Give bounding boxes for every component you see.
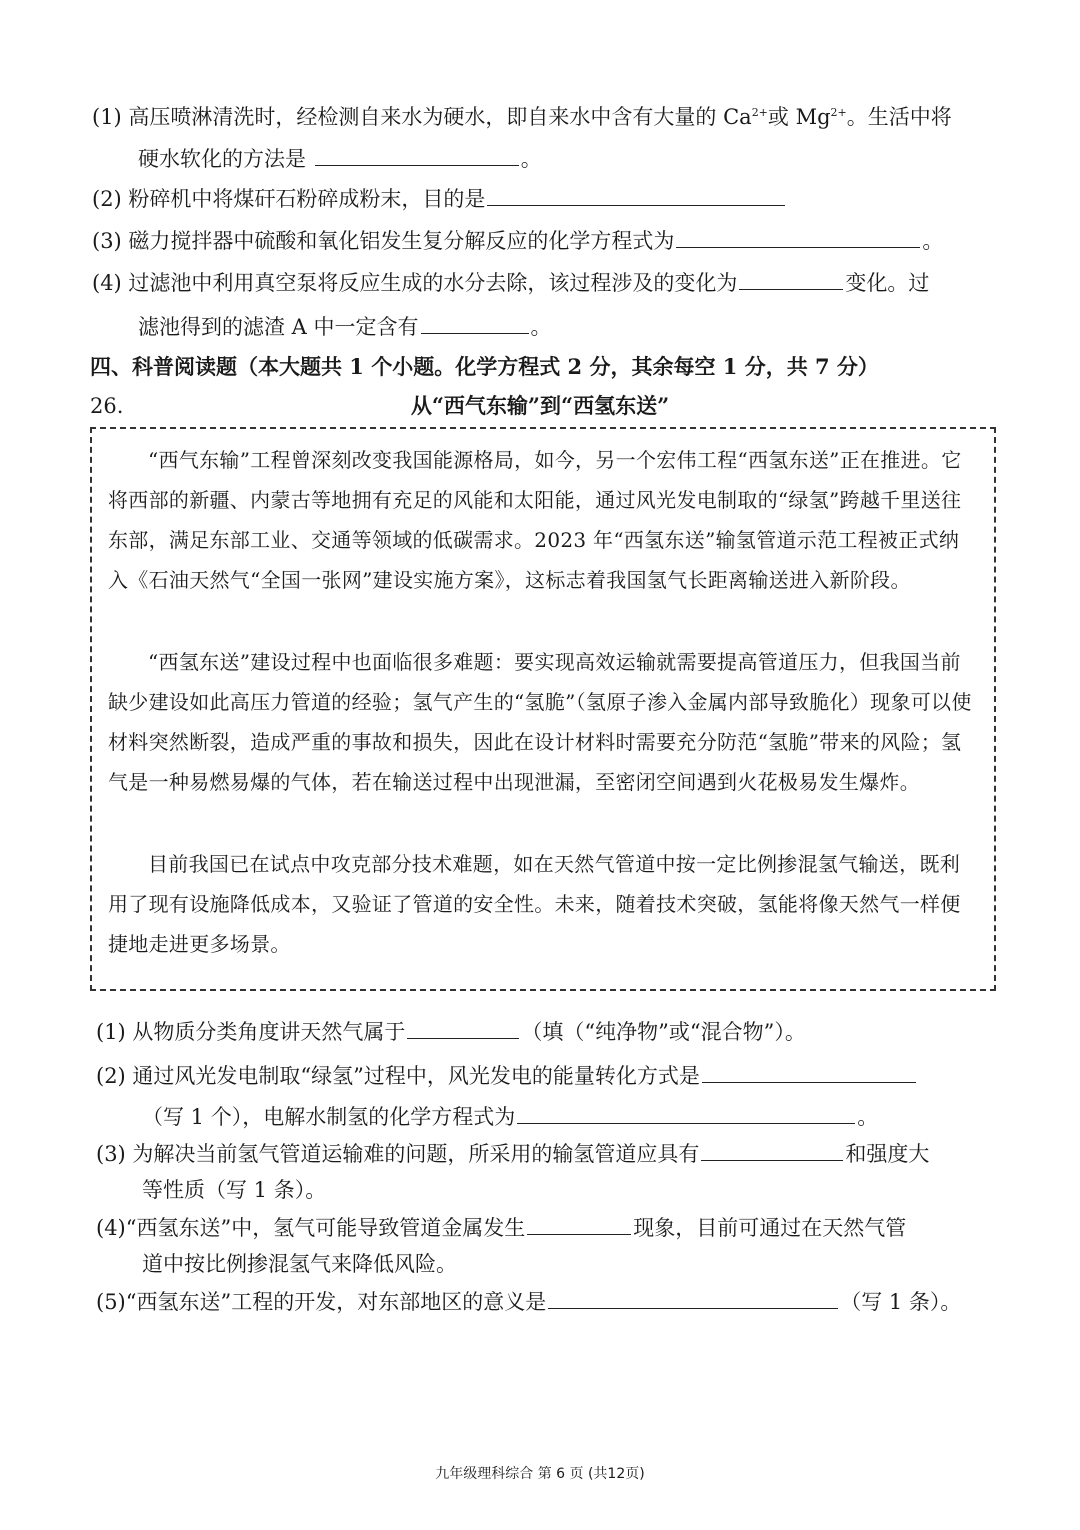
passage-paragraph-2: “西氢东送”建设过程中也面临很多难题：要实现高效运输就需要提高管道压力，但我国当前缺少建设如此高压力管道的经验；氢气产生的“氢脆”（氢原子渗入金属内部导致脆化）现象可以使材料突然断裂，造成严重的事故和损失，因此在设计材料时需要充分防范“氢脆”带来的风险；氢气是一种易燃易爆的气体，若在输送过程中出现泄漏，至密闭空间遇到火花极易发生爆炸。: [108, 650, 972, 794]
section-heading: 四、科普阅读题（本大题共 1 个小题。化学方程式 2 分，其余每空 1 分，共 7 分）: [90, 354, 879, 379]
answer-blank[interactable]: [739, 267, 843, 290]
q26-part3-line1: (3) 为解决当前氢气管道运输难的问题，所采用的输氢管道应具有 和强度大: [96, 1138, 929, 1168]
q25-part1-line2: 硬水软化的方法是 。: [138, 143, 542, 173]
answer-blank[interactable]: [676, 225, 920, 248]
answer-blank[interactable]: [702, 1060, 916, 1083]
passage-paragraph-1: “西气东输”工程曾深刻改变我国能源格局，如今，另一个宏伟工程“西氢东送”正在推进。它将西部的新疆、内蒙古等地拥有充足的风能和太阳能，通过风光发电制取的“绿氢”跨越千里送往东部，满足东部工业、交通等领域的低碳需求。2023 年“西氢东送”输氢管道示范工程被正式纳入《石油天然气“全国一张网”建设实施方案》，这标志着我国氢气长距离输送进入新阶段。: [108, 448, 962, 592]
q26-part4-line1: (4)“西氢东送”中，氢气可能导致管道金属发生 现象，目前可通过在天然气管: [96, 1212, 906, 1242]
answer-blank[interactable]: [701, 1138, 843, 1161]
answer-blank[interactable]: [487, 183, 785, 206]
q25-part2: (2) 粉碎机中将煤矸石粉碎成粉末，目的是: [92, 183, 787, 213]
q26-part1: (1) 从物质分类角度讲天然气属于 （填（“纯净物”或“混合物”）。: [96, 1016, 806, 1046]
passage-paragraph-3: 目前我国已在试点中攻克部分技术难题，如在天然气管道中按一定比例掺混氢气输送，既利用了现有设施降低成本，又验证了管道的安全性。未来，随着技术突破，氢能将像天然气一样便捷地走进更多场景。: [108, 852, 961, 956]
passage-title: 从“西气东输”到“西氢东送”: [410, 393, 670, 418]
q25-part4-line1: (4) 过滤池中利用真空泵将反应生成的水分去除，该过程涉及的变化为 变化。过: [92, 267, 929, 297]
question-number: 26.: [90, 394, 124, 418]
q26-part5: (5)“西氢东送”工程的开发，对东部地区的意义是 （写 1 条）。: [96, 1286, 961, 1316]
q25-part1-line1: (1) 高压喷淋清洗时，经检测自来水为硬水，即自来水中含有大量的 $Ca^{2+}$或 $Mg^{2+}$。生活中将: [92, 105, 952, 129]
q26-part2-line1: (2) 通过风光发电制取“绿氢”过程中，风光发电的能量转化方式是: [96, 1060, 918, 1090]
q25-part3: (3) 磁力搅拌器中硫酸和氧化铝发生复分解反应的化学方程式为 。: [92, 225, 943, 255]
q25-part4-line2: 滤池得到的滤渣 A 中一定含有 。: [138, 311, 552, 341]
q26-part2-line2: （写 1 个），电解水制氢的化学方程式为 。: [142, 1101, 878, 1131]
answer-blank[interactable]: [527, 1212, 631, 1235]
answer-blank[interactable]: [421, 311, 529, 334]
q26-part4-line2: 道中按比例掺混氢气来降低风险。: [142, 1252, 457, 1276]
answer-blank[interactable]: [517, 1101, 855, 1124]
page-footer: 九年级理科综合 第 6 页 (共12页): [435, 1466, 645, 1482]
answer-blank[interactable]: [407, 1016, 519, 1039]
q26-part3-line2: 等性质（写 1 条）。: [142, 1178, 327, 1202]
answer-blank[interactable]: [315, 143, 519, 166]
answer-blank[interactable]: [548, 1286, 838, 1309]
